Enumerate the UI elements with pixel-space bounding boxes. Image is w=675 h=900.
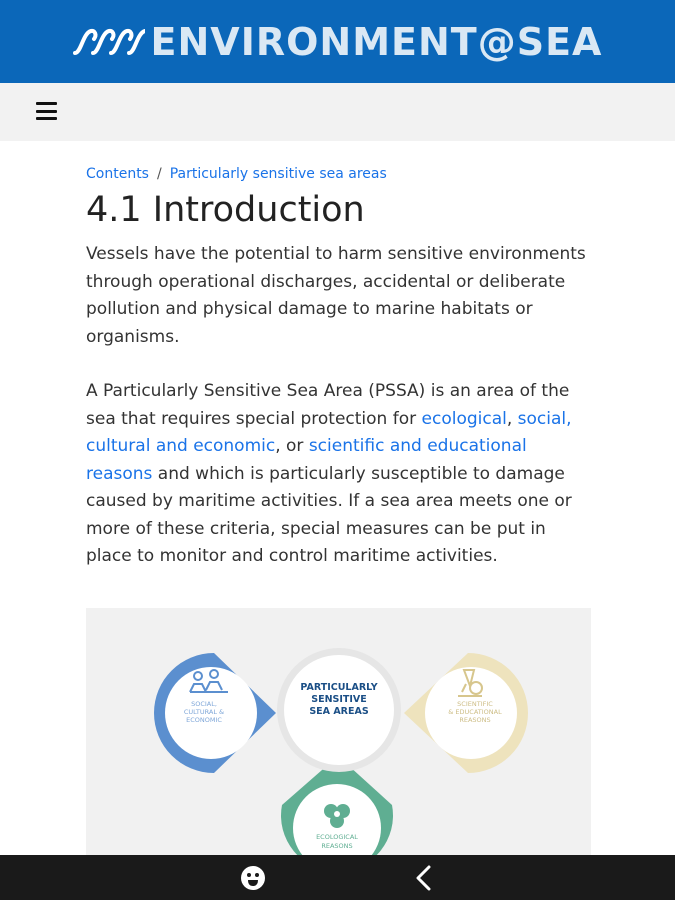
intro-paragraph: Vessels have the potential to harm sensitive environments through operational discharges, accidental or deliberate pollution and physical damage to marine habitats or organisms. <box>86 244 586 347</box>
waves-logo-icon <box>73 27 145 57</box>
pssa-text-1: A Particularly Sensitive Sea Area (PSSA) is an area of the sea that requires special protection for <box>86 381 570 429</box>
breadcrumb-pssa-link[interactable]: Particularly sensitive sea areas <box>169 166 387 182</box>
brand-title: ENVIRONMENT@SEA <box>150 19 603 64</box>
pssa-text-4: and which is particularly susceptible to damage caused by maritime activities. If a sea area meets one or more of these criteria, special measures can be put in place to monitor and control maritime activities. <box>86 463 572 566</box>
scientific-label-line2: & EDUCATIONAL <box>448 708 502 716</box>
center-label-line3: SEA AREAS <box>309 706 369 717</box>
ecological-link[interactable]: ecological <box>421 408 507 429</box>
pssa-text-2: , <box>506 408 518 429</box>
social-label-line1: SOCIAL, <box>191 700 217 708</box>
ecological-label-line2: REASONS <box>321 842 353 850</box>
breadcrumb-contents-link[interactable]: Contents <box>86 166 149 182</box>
article <box>86 141 591 571</box>
pssa-diagram-graphic <box>86 608 591 858</box>
social-cultural-economic-link[interactable]: social, cultural and economic <box>86 408 572 456</box>
center-label-line1: PARTICULARLY <box>300 682 378 693</box>
center-label-line2: SENSITIVE <box>311 694 367 705</box>
social-label-line3: ECONOMIC <box>186 716 222 724</box>
ecological-label-line1: ECOLOGICAL <box>316 833 358 841</box>
scientific-educational-link[interactable]: scientific and educational reasons <box>86 436 527 484</box>
breadcrumb <box>86 165 591 183</box>
pssa-diagram <box>86 608 591 858</box>
pssa-text-3: , or <box>275 436 309 456</box>
system-nav-bar <box>0 855 675 900</box>
breadcrumb-separator: / <box>156 166 162 182</box>
scientific-label-line3: REASONS <box>459 716 491 724</box>
page-title: 4.1 Introduction <box>86 190 365 230</box>
assistant-face-icon[interactable] <box>240 865 266 891</box>
back-arrow-icon[interactable] <box>411 864 437 892</box>
app-header <box>0 0 675 83</box>
menu-bar <box>0 83 675 141</box>
scientific-label-line1: SCIENTIFIC <box>457 700 493 708</box>
social-label-line2: CULTURAL & <box>183 708 225 716</box>
pssa-paragraph <box>86 378 591 571</box>
hamburger-menu-icon[interactable] <box>36 102 57 120</box>
